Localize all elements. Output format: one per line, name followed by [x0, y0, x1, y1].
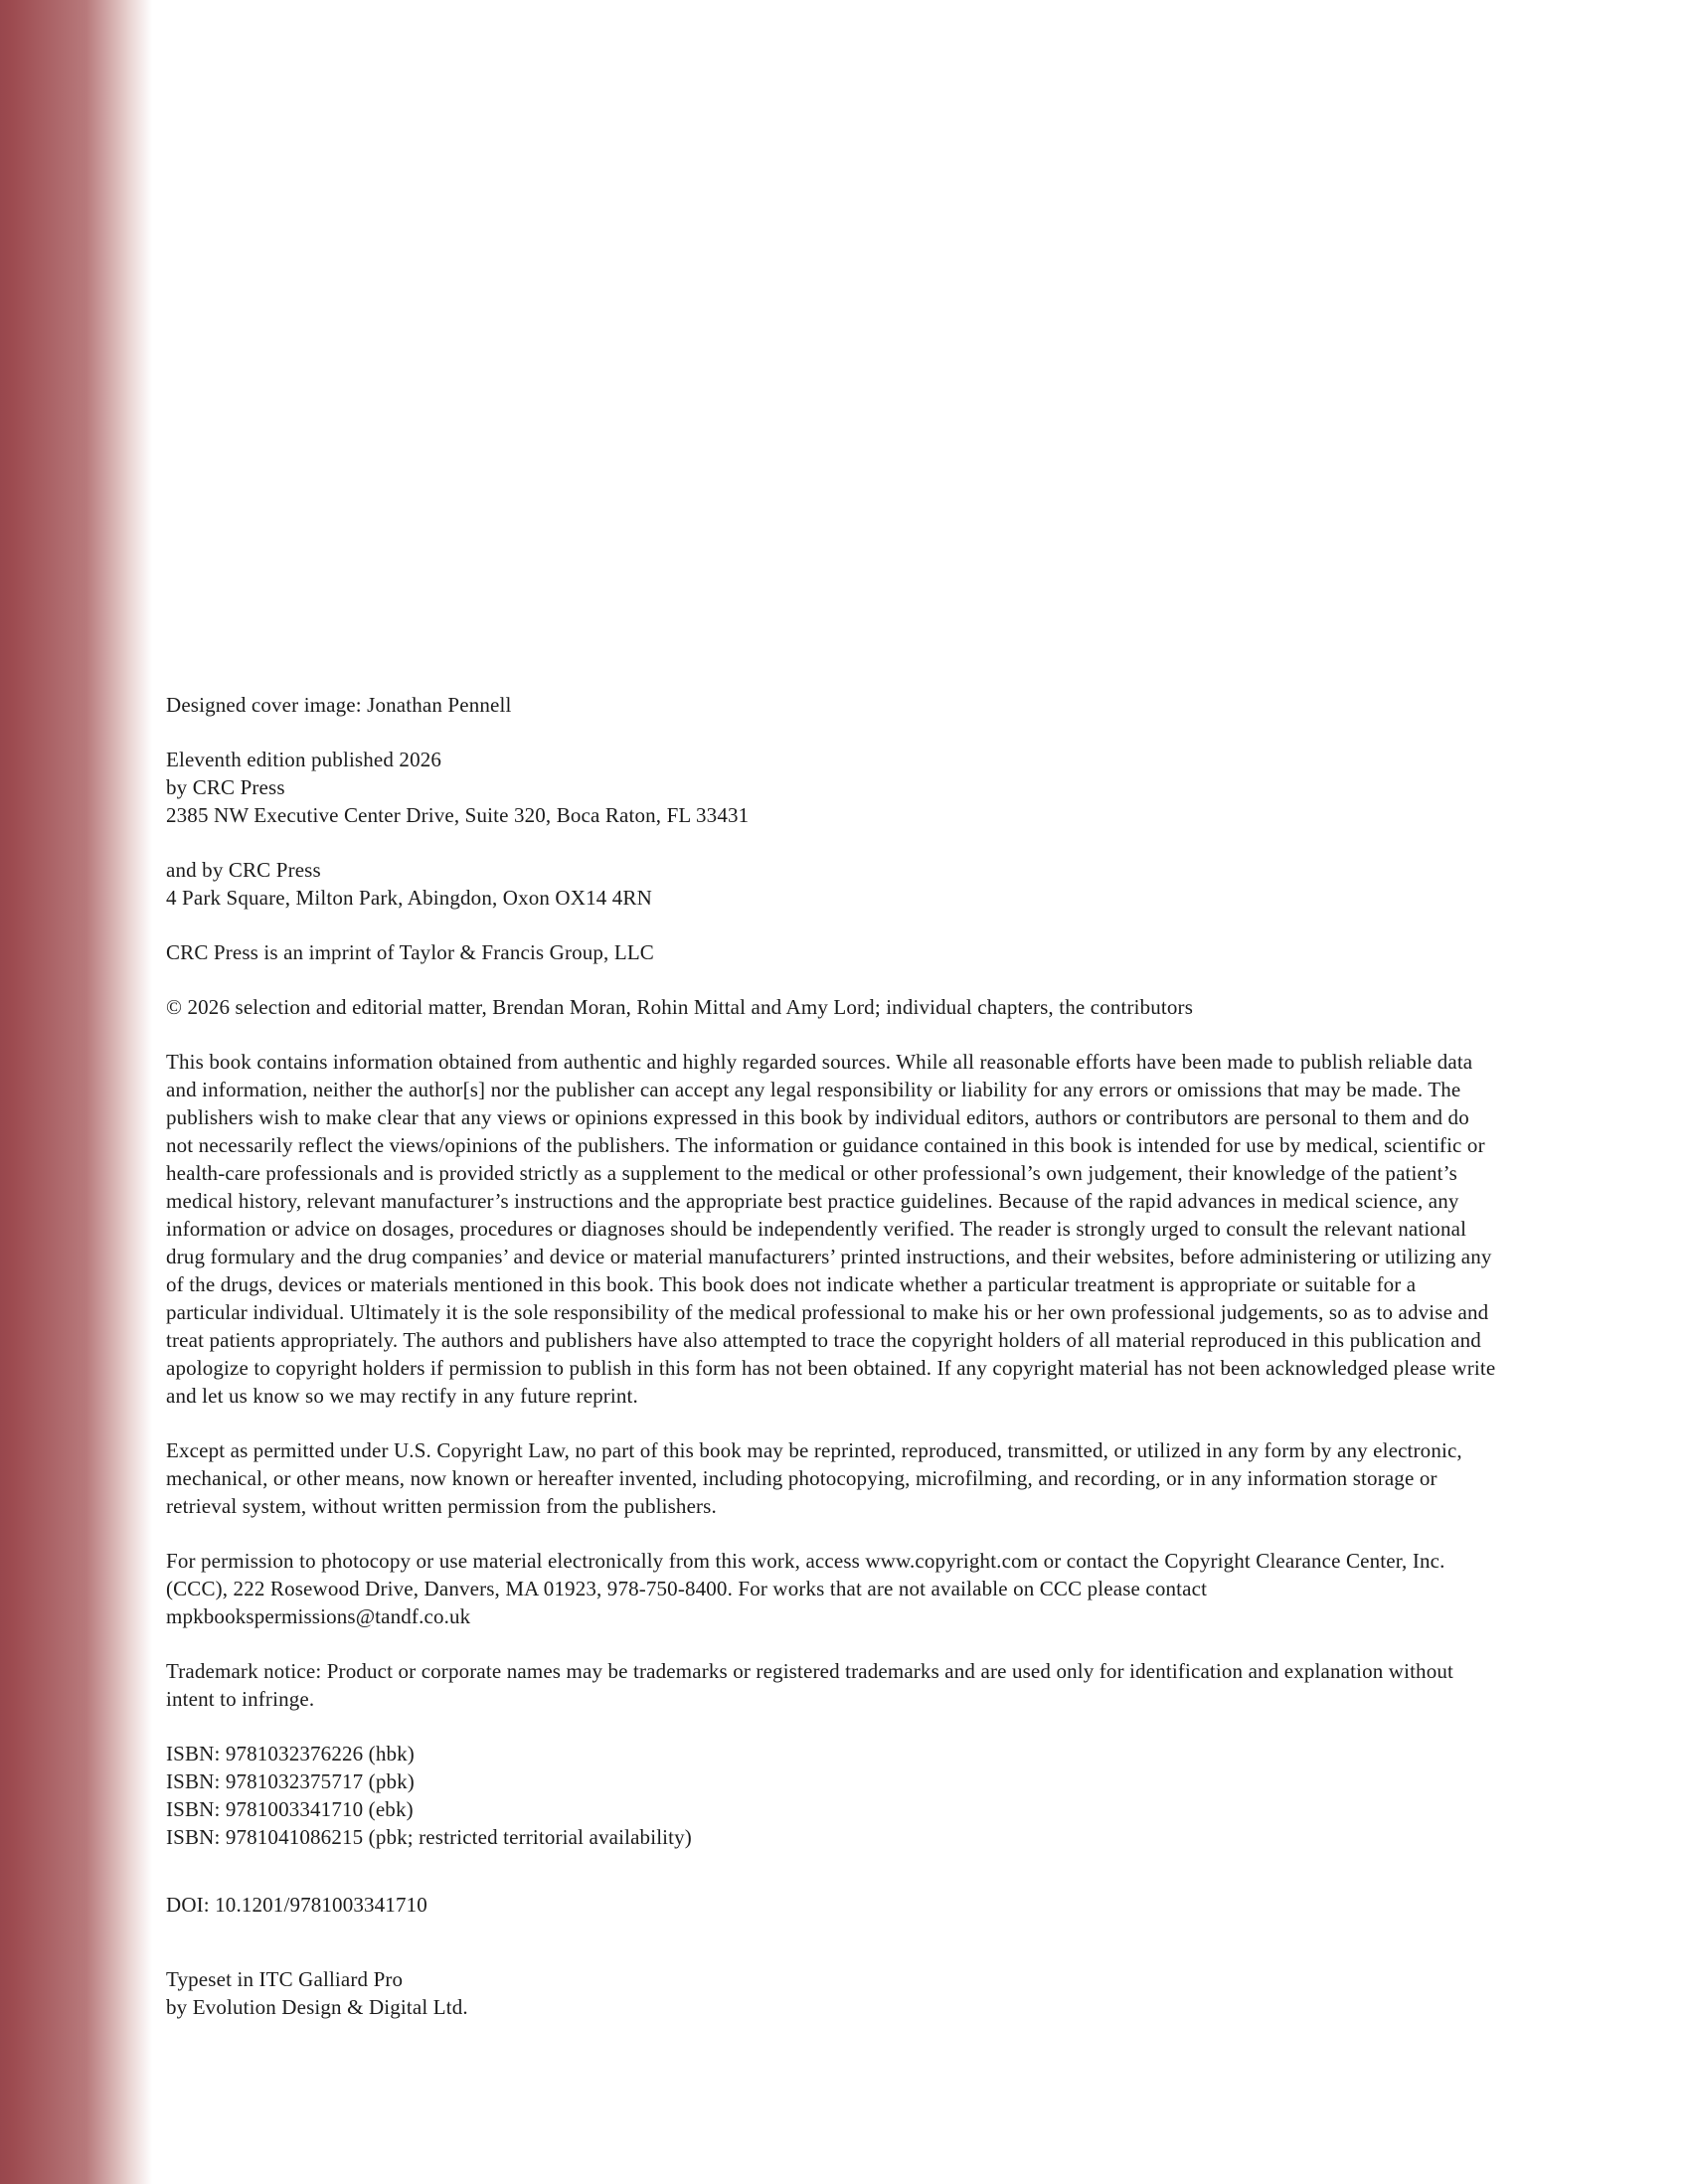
- permissions-paragraph: For permission to photocopy or use material electronically from this work, access www.copyright.com or contact the Copyright Clearance Center, Inc. (CCC), 222 Rosewood Drive, Danvers, MA 01923, 978-750-8400. For works that are not available on CCC please contact mpkbookspermissions@tandf.co.uk: [166, 1549, 1445, 1628]
- copyright-page-content: [166, 691, 1498, 2021]
- isbn-ebk: ISBN: 9781003341710 (ebk): [166, 1797, 414, 1821]
- uk-publisher-line: and by CRC Press: [166, 858, 321, 882]
- uk-publisher-block: [166, 856, 1498, 912]
- publisher-address-us: 2385 NW Executive Center Drive, Suite 320, Boca Raton, FL 33431: [166, 803, 750, 827]
- edition-line: Eleventh edition published 2026: [166, 748, 442, 771]
- edition-publisher-block: [166, 746, 1498, 829]
- cover-image-credit: Designed cover image: Jonathan Pennell: [166, 693, 512, 717]
- trademark-notice-paragraph: Trademark notice: Product or corporate names may be trademarks or registered trademarks and are used only for identification and explanation without intent to infringe.: [166, 1659, 1453, 1711]
- publisher-line: by CRC Press: [166, 775, 285, 799]
- isbn-pbk: ISBN: 9781032375717 (pbk): [166, 1769, 415, 1793]
- rights-notice-paragraph: Except as permitted under U.S. Copyright Law, no part of this book may be reprinted, reproduced, transmitted, or utilized in any form by any electronic, mechanical, or other means, now known or hereafter invented, including photocopying, microfilming, and recording, or in any information storage or retrieval system, without written permission from the publishers.: [166, 1438, 1462, 1518]
- doi-line: DOI: 10.1201/9781003341710: [166, 1893, 427, 1917]
- isbn-hbk: ISBN: 9781032376226 (hbk): [166, 1742, 415, 1765]
- copyright-statement: © 2026 selection and editorial matter, Brendan Moran, Rohin Mittal and Amy Lord; individual chapters, the contributors: [166, 995, 1194, 1019]
- publisher-address-uk: 4 Park Square, Milton Park, Abingdon, Oxon OX14 4RN: [166, 886, 652, 910]
- typeset-block: [166, 1965, 1498, 2021]
- isbn-block: [166, 1740, 1498, 1851]
- imprint-statement: CRC Press is an imprint of Taylor & Francis Group, LLC: [166, 940, 654, 964]
- cover-gradient-stripe: [0, 0, 157, 2184]
- typeset-company-line: by Evolution Design & Digital Ltd.: [166, 1995, 468, 2019]
- disclaimer-paragraph: This book contains information obtained from authentic and highly regarded sources. While all reasonable efforts have been made to publish reliable data and information, neither the author[s] nor the publisher can accept any legal responsibility or liability for any errors or omissions that may be made. The publishers wish to make clear that any views or opinions expressed in this book by individual editors, authors or contributors are personal to them and do not necessarily reflect the views/opinions of the publishers. The information or guidance contained in this book is intended for use by medical, scientific or health-care professionals and is provided strictly as a supplement to the medical or other professional’s own judgement, their knowledge of the patient’s medical history, relevant manufacturer’s instructions and the appropriate best practice guidelines. Because of the rapid advances in medical science, any information or advice on dosages, procedures or diagnoses should be independently verified. The reader is strongly urged to consult the relevant national drug formulary and the drug companies’ and device or material manufacturers’ printed instructions, and their websites, before administering or utilizing any of the drugs, devices or materials mentioned in this book. This book does not indicate whether a particular treatment is appropriate or suitable for a particular individual. Ultimately it is the sole responsibility of the medical professional to make his or her own professional judgements, so as to advise and treat patients appropriately. The authors and publishers have also attempted to trace the copyright holders of all material reproduced in this publication and apologize to copyright holders if permission to publish in this form has not been obtained. If any copyright material has not been acknowledged please write and let us know so we may rectify in any future reprint.: [166, 1050, 1496, 1408]
- typeset-font-line: Typeset in ITC Galliard Pro: [166, 1967, 404, 1991]
- isbn-pbk-restricted: ISBN: 9781041086215 (pbk; restricted territorial availability): [166, 1825, 692, 1849]
